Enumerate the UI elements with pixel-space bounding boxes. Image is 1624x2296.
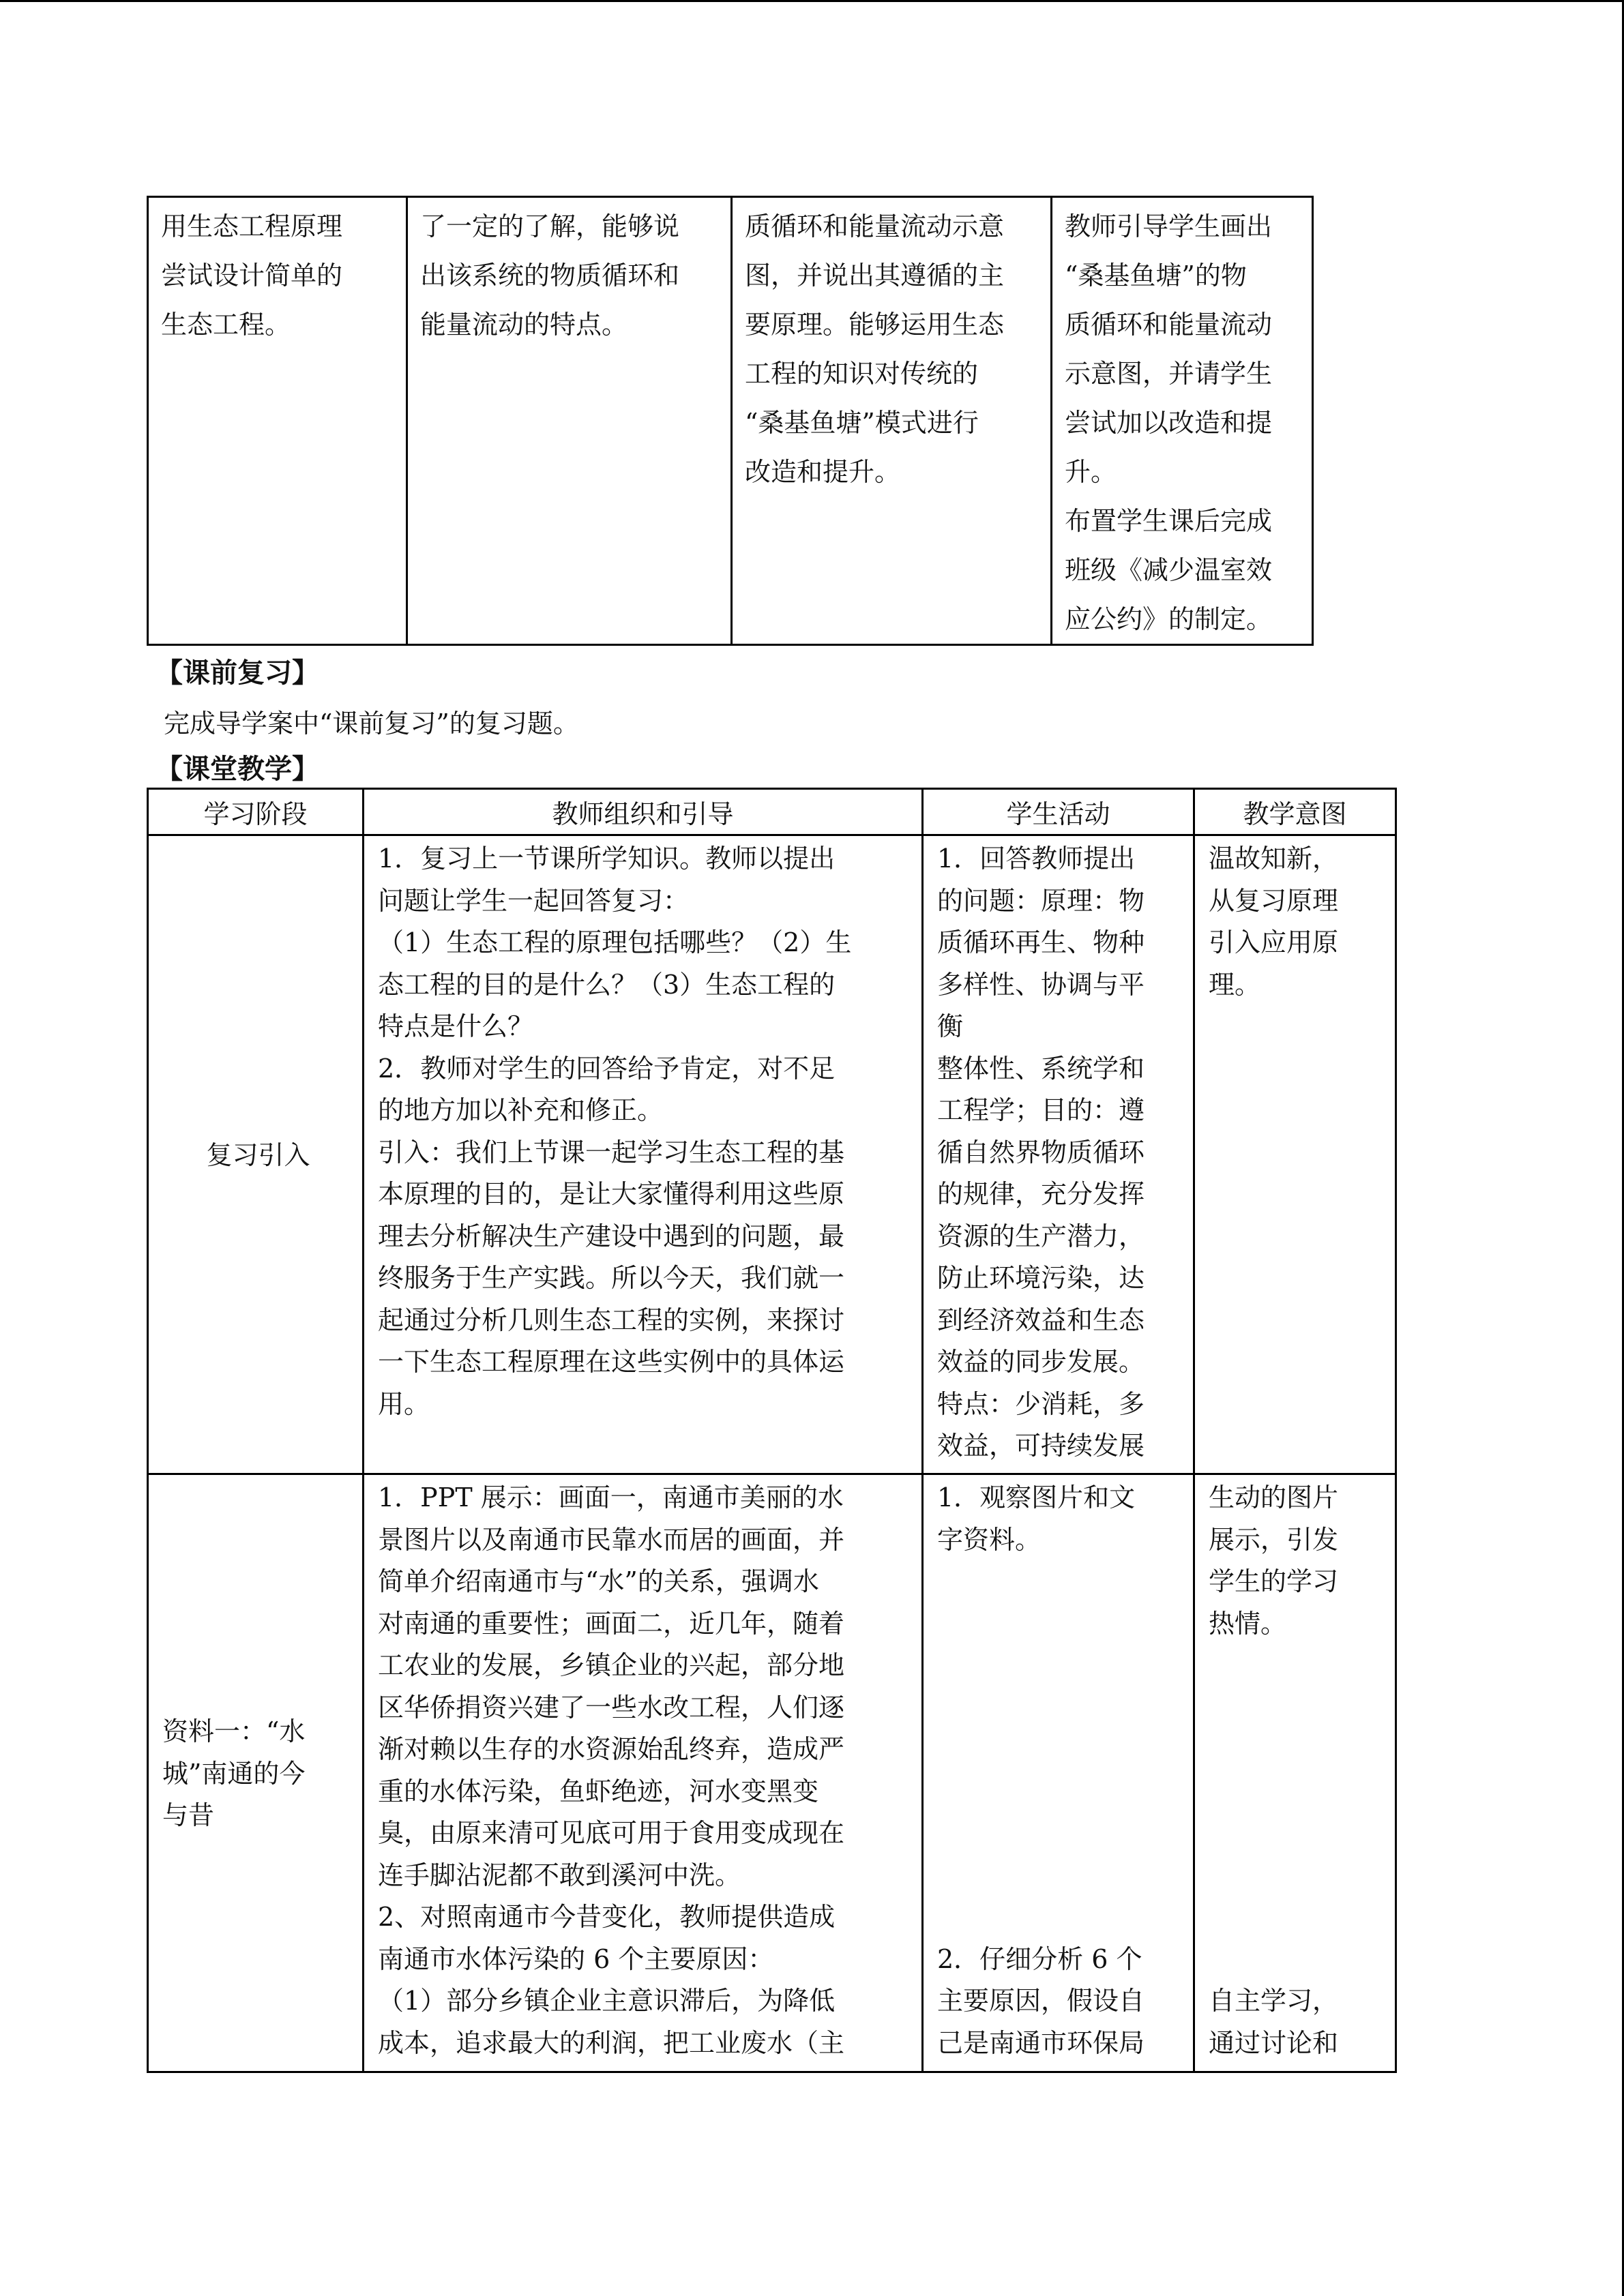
header-stage: 学习阶段 bbox=[148, 789, 364, 835]
text-line: 问题让学生一起回答复习： bbox=[378, 885, 690, 916]
text-line: 起通过分析几则生态工程的实例，来探讨 bbox=[378, 1304, 845, 1335]
header-student: 学生活动 bbox=[923, 789, 1194, 835]
text-line: 重的水体污染，鱼虾绝迹，河水变黑变 bbox=[378, 1776, 819, 1806]
text-line: 工程的知识对传统的 bbox=[745, 359, 979, 389]
text-line: 展示，引发 bbox=[1209, 1524, 1339, 1555]
text-line: 成本，追求最大的利润，把工业废水（主 bbox=[378, 2027, 845, 2058]
text-line: “桑基鱼塘”的物 bbox=[1065, 260, 1247, 290]
table-row bbox=[148, 197, 1313, 645]
text-line: 改造和提升。 bbox=[745, 457, 901, 487]
text-line: 区华侨捐资兴建了一些水改工程，人们逐 bbox=[378, 1692, 845, 1723]
header-teacher: 教师组织和引导 bbox=[364, 789, 923, 835]
text-line: 循自然界物质循环 bbox=[937, 1137, 1145, 1167]
review-text: 完成导学案中“课前复习”的复习题。 bbox=[164, 709, 579, 739]
student-material-one bbox=[923, 1474, 1194, 2072]
text-line: 资源的生产潜力， bbox=[937, 1221, 1145, 1251]
text-line: 终服务于生产实践。所以今天，我们就一 bbox=[378, 1263, 845, 1293]
text-line: 生态工程。 bbox=[161, 310, 291, 340]
text-line: 的地方加以补充和修正。 bbox=[378, 1095, 664, 1125]
text-line: 质循环再生、物种 bbox=[937, 927, 1145, 957]
text-line: 效益，可持续发展 bbox=[937, 1431, 1145, 1461]
stage-review: 复习引入 bbox=[148, 835, 364, 1474]
text-line: 1．PPT 展示：画面一，南通市美丽的水 bbox=[378, 1482, 844, 1512]
table-row bbox=[148, 1474, 1396, 2072]
text-line: 对南通的重要性；画面二，近几年，随着 bbox=[378, 1608, 845, 1639]
top-cell-goal bbox=[148, 197, 407, 645]
text-line: 臭，由原来清可见底可用于食用变成现在 bbox=[378, 1818, 845, 1848]
text-line: 简单介绍南通市与“水”的关系，强调水 bbox=[378, 1566, 819, 1596]
text-line: 要原理。能够运用生态 bbox=[745, 310, 1005, 340]
text-line: 出该系统的物质循环和 bbox=[420, 260, 680, 290]
text-line: 自主学习， bbox=[1209, 1986, 1339, 2016]
header-intent: 教学意图 bbox=[1194, 789, 1396, 835]
text-line: 应公约》的制定。 bbox=[1065, 604, 1273, 634]
text-line: 1．复习上一节课所学知识。教师以提出 bbox=[378, 844, 836, 874]
text-line: 一下生态工程原理在这些实例中的具体运 bbox=[378, 1347, 845, 1377]
text-line: 升。 bbox=[1065, 457, 1117, 487]
top-cell-understanding bbox=[407, 197, 732, 645]
text-line: 南通市水体污染的 6 个主要原因： bbox=[378, 1943, 774, 1974]
text-line: 城”南通的今 bbox=[162, 1758, 306, 1789]
text-line: 1．回答教师提出 bbox=[937, 844, 1136, 874]
text-line: 的问题：原理：物 bbox=[937, 885, 1145, 916]
text-line: 态工程的目的是什么？（3）生态工程的 bbox=[378, 969, 836, 1000]
text-line: 效益的同步发展。 bbox=[937, 1347, 1145, 1377]
text-line: 渐对赖以生存的水资源始乱终弃，造成严 bbox=[378, 1734, 845, 1764]
text-line: 学生的学习 bbox=[1209, 1566, 1339, 1596]
text-line: 多样性、协调与平 bbox=[937, 969, 1145, 1000]
stage-material-one bbox=[148, 1474, 364, 2072]
text-line: 理去分析解决生产建设中遇到的问题，最 bbox=[378, 1221, 845, 1251]
top-table bbox=[147, 196, 1314, 646]
text-line: 教师引导学生画出 bbox=[1065, 211, 1273, 241]
text-line: 到经济效益和生态 bbox=[937, 1304, 1145, 1335]
text-line: “桑基鱼塘”模式进行 bbox=[745, 408, 979, 438]
text-line: 己是南通市环保局 bbox=[937, 2027, 1145, 2058]
table-row bbox=[148, 835, 1396, 1474]
text-line: 2、对照南通市今昔变化，教师提供造成 bbox=[378, 1902, 836, 1932]
top-cell-method bbox=[1052, 197, 1313, 645]
teacher-review bbox=[364, 835, 923, 1474]
text-line: 从复习原理 bbox=[1209, 885, 1339, 916]
text-line: 主要原因，假设自 bbox=[937, 1986, 1145, 2016]
text-line: 防止环境污染，达 bbox=[937, 1263, 1145, 1293]
top-cell-ability bbox=[732, 197, 1052, 645]
student-review bbox=[923, 835, 1194, 1474]
text-line: 理。 bbox=[1209, 969, 1261, 1000]
text-line: 图，并说出其遵循的主 bbox=[745, 260, 1005, 290]
text-line: 本原理的目的，是让大家懂得利用这些原 bbox=[378, 1179, 845, 1209]
teacher-material-one bbox=[364, 1474, 923, 2072]
section-heading-class: 【课堂教学】 bbox=[156, 753, 319, 785]
teaching-table bbox=[147, 788, 1397, 2073]
text-line: （1）部分乡镇企业主意识滞后，为降低 bbox=[378, 1986, 836, 2016]
text-line: 示意图，并请学生 bbox=[1065, 359, 1273, 389]
text-line: 生动的图片 bbox=[1209, 1482, 1339, 1512]
text-line: 用。 bbox=[378, 1388, 430, 1419]
text-line: 热情。 bbox=[1209, 1608, 1287, 1639]
text-line: 整体性、系统学和 bbox=[937, 1053, 1145, 1084]
text-line: 通过讨论和 bbox=[1209, 2027, 1339, 2058]
section-heading-review: 【课前复习】 bbox=[156, 657, 319, 689]
text-line: （1）生态工程的原理包括哪些？（2）生 bbox=[378, 927, 852, 957]
text-line: 能量流动的特点。 bbox=[420, 310, 628, 340]
text-line: 班级《减少温室效 bbox=[1065, 555, 1273, 585]
text-line: 衡 bbox=[937, 1011, 964, 1041]
table-header-row bbox=[148, 789, 1396, 835]
text-line: 尝试设计简单的 bbox=[161, 260, 343, 290]
text-line: 用生态工程原理 bbox=[161, 211, 343, 241]
text-line: 引入应用原 bbox=[1209, 927, 1339, 957]
text-line: 1．观察图片和文 bbox=[937, 1482, 1136, 1512]
text-line: 引入：我们上节课一起学习生态工程的基 bbox=[378, 1137, 845, 1167]
text-line: 温故知新， bbox=[1209, 844, 1339, 874]
text-line: 与昔 bbox=[162, 1800, 215, 1831]
text-line: 资料一：“水 bbox=[162, 1716, 306, 1747]
text-line: 质循环和能量流动示意 bbox=[745, 211, 1005, 241]
text-line: 尝试加以改造和提 bbox=[1065, 408, 1273, 438]
text-line: 2．仔细分析 6 个 bbox=[937, 1943, 1142, 1974]
intent-review bbox=[1194, 835, 1396, 1474]
text-line: 字资料。 bbox=[937, 1524, 1042, 1555]
text-line: 布置学生课后完成 bbox=[1065, 506, 1273, 536]
intent-material-one bbox=[1194, 1474, 1396, 2072]
text-line: 连手脚沾泥都不敢到溪河中洗。 bbox=[378, 1860, 741, 1890]
text-line: 2．教师对学生的回答给予肯定，对不足 bbox=[378, 1053, 836, 1084]
text-line: 工农业的发展，乡镇企业的兴起，部分地 bbox=[378, 1650, 845, 1680]
text-line: 工程学；目的：遵 bbox=[937, 1095, 1145, 1125]
text-line: 的规律，充分发挥 bbox=[937, 1179, 1145, 1209]
text-line: 质循环和能量流动 bbox=[1065, 310, 1273, 340]
text-line: 了一定的了解，能够说 bbox=[420, 211, 680, 241]
text-line: 特点是什么？ bbox=[378, 1011, 534, 1041]
text-line: 景图片以及南通市民靠水而居的画面，并 bbox=[378, 1524, 845, 1555]
text-line: 特点：少消耗，多 bbox=[937, 1388, 1145, 1419]
